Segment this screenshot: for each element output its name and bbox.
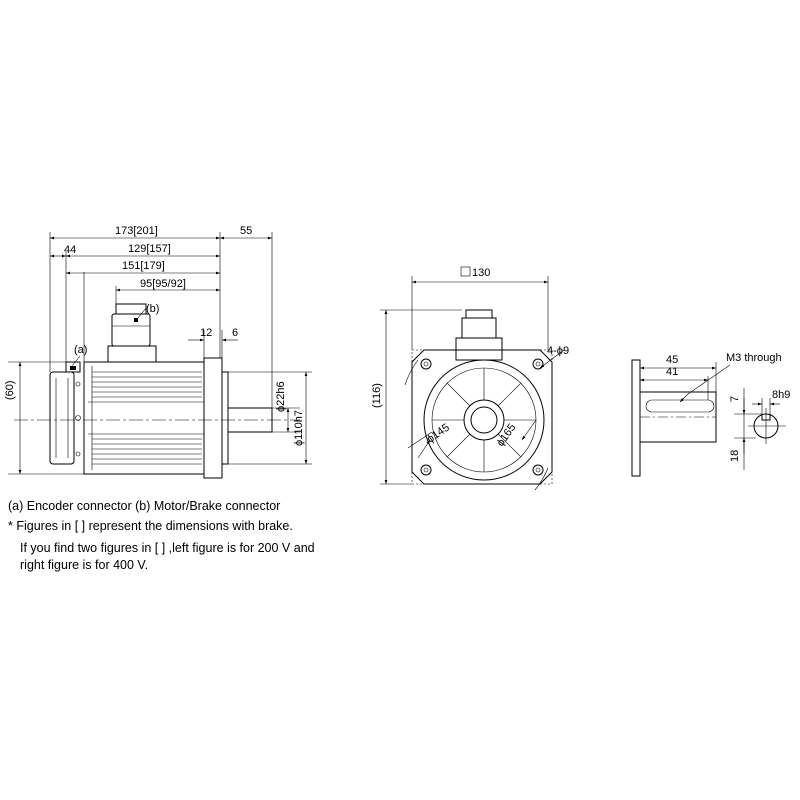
side-view [4,225,312,478]
front-view [371,267,569,490]
dim-height-60: (60) [4,380,16,400]
dim-body-length: 129[157] [128,243,171,255]
dim-spigot-diameter: ϕ110h7 [293,410,305,446]
dim-pcd-145: ϕ145 [424,421,452,446]
dim-shaft-length: 55 [240,225,253,237]
brake-note: * Figures in [ ] represent the dimensions with brake. [8,519,293,533]
shaft-detail [632,352,790,476]
encoder-cover [50,372,74,464]
dim-shaft-45: 45 [666,354,679,366]
dim-pcd-165: ϕ165 [494,421,519,449]
power-connector-base [108,346,156,362]
connector-legend: (a) Encoder connector (b) Motor/Brake connector [8,499,281,513]
dim-connector-b-pos: 95[95/92] [140,278,186,290]
voltage-note-line1: If you find two figures in [ ] ,left figure is for 200 V and [20,541,315,555]
dim-mounting-holes: 4-ϕ9 [547,345,570,357]
dim-shaft-41: 41 [666,366,679,378]
dim-overall-length: 173[201] [115,225,158,237]
label-power-connector: (b) [146,303,160,315]
label-encoder-connector: (a) [74,344,88,356]
dim-keyway-18: 18 [729,449,741,462]
dim-flange-size: 130 [472,267,491,279]
dim-flange-12: 12 [200,327,213,339]
flange [204,358,222,478]
front-flange [412,350,552,484]
dim-keyway-7: 7 [729,395,741,402]
dim-height-116: (116) [371,383,383,408]
power-connector [112,314,150,346]
motor-body [84,362,204,474]
dim-length-151: 151[179] [122,260,165,272]
dim-flange-6: 6 [232,327,239,339]
dim-rear-44: 44 [64,244,77,256]
shaft-detail-flange [632,360,640,476]
dim-key-width: 8h9 [772,389,791,401]
dim-shaft-diameter: ϕ22h6 [275,381,287,412]
cooling-fins [88,366,204,470]
dim-tap-m3: M3 through [726,352,782,364]
voltage-note-line2: right figure is for 400 V. [20,558,149,572]
front-connector [456,338,502,360]
front-shaft [471,407,497,433]
